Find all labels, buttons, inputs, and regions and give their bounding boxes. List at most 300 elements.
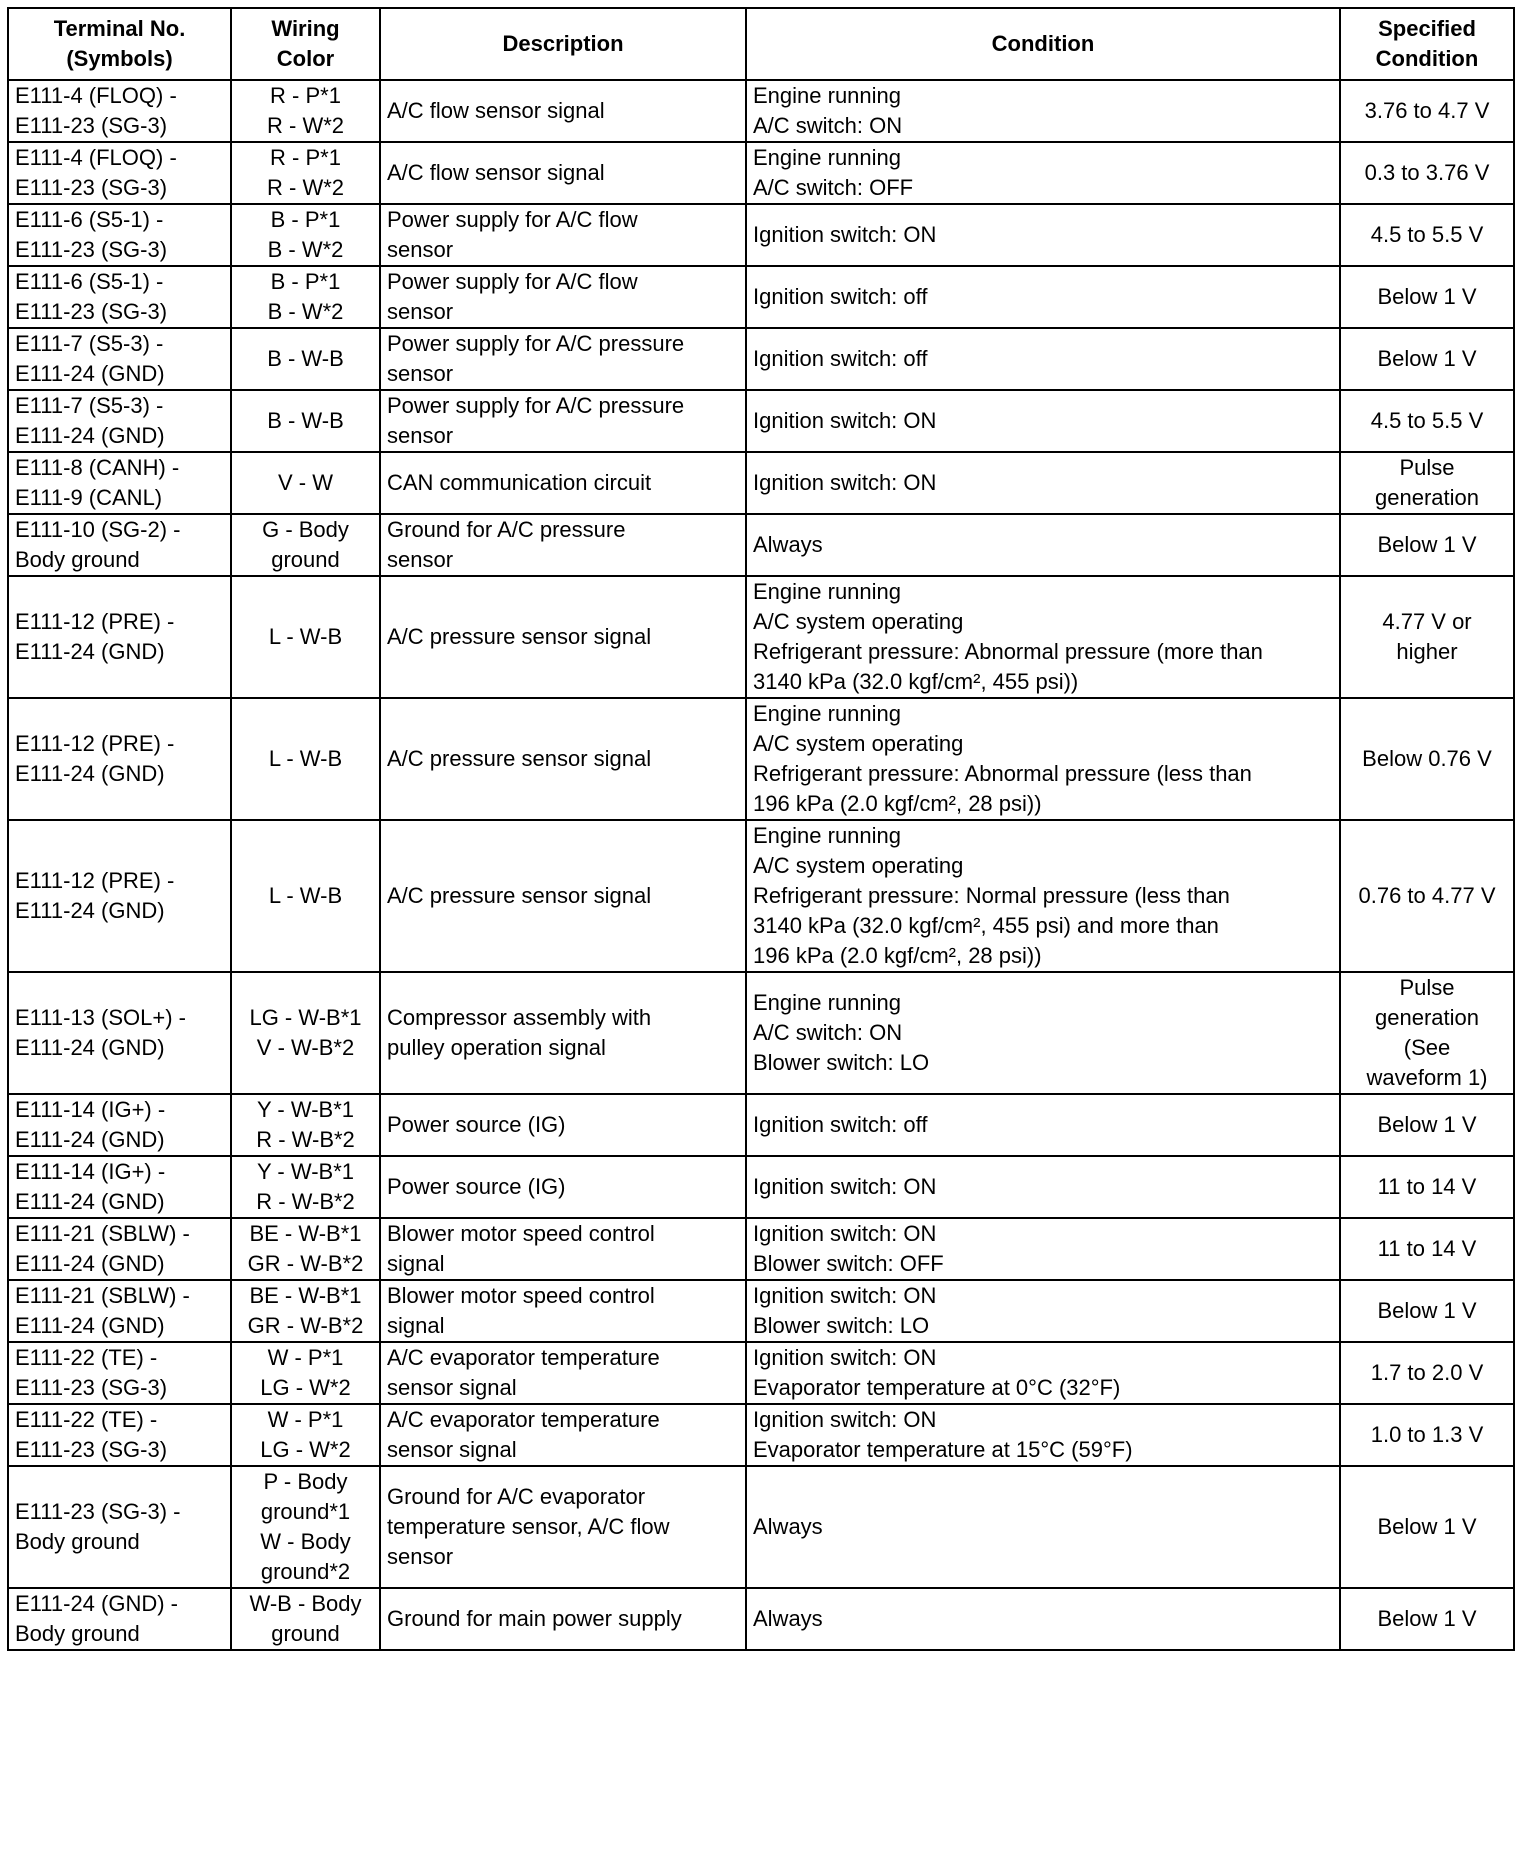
condition-cell-line: Ignition switch: ON [753,1345,937,1370]
wiring-color-cell [231,204,380,266]
description-cell-line: A/C flow sensor signal [387,160,605,185]
condition-cell [746,972,1340,1094]
wiring-color-cell-line: L - W-B [268,883,343,908]
description-cell [380,390,746,452]
condition-cell [746,266,1340,328]
description-cell-line: CAN communication circuit [387,470,652,495]
terminal-cell-line: E111-21 (SBLW) - [15,1221,190,1246]
wiring-color-cell [231,452,380,514]
table-row [8,80,1514,142]
wiring-color-cell-line: W-B - Body [249,1591,362,1616]
wiring-color-cell [231,142,380,204]
condition-cell-line: Engine running [753,823,902,848]
terminal-cell-line: E111-8 (CANH) - [15,455,180,480]
wiring-color-cell-line: LG - W*2 [260,1375,351,1400]
wiring-color-cell [231,1280,380,1342]
terminal-cell-line: E111-6 (S5-1) - [15,207,164,232]
condition-cell [746,1466,1340,1588]
description-cell-line: sensor [387,299,454,324]
specified-condition-cell [1340,390,1514,452]
description-cell-line: A/C pressure sensor signal [387,624,652,649]
condition-cell-line: Refrigerant pressure: Abnormal pressure (more than [753,639,1263,664]
table-row [8,1466,1514,1588]
table-row [8,452,1514,514]
condition-cell-line: Ignition switch: ON [753,1174,937,1199]
condition-cell-line: Ignition switch: ON [753,1407,937,1432]
description-cell-line: sensor [387,237,454,262]
wiring-color-cell-line: W - P*1 [267,1345,344,1370]
terminal-cell-line: E111-9 (CANL) [15,485,163,510]
wiring-color-cell-line: B - P*1 [270,269,341,294]
wiring-color-cell-line: B - W-B [267,408,344,433]
terminal-cell [8,266,231,328]
wiring-color-cell-line: LG - W-B*1 [249,1005,362,1030]
terminal-cell [8,1466,231,1588]
terminal-cell-line: E111-6 (S5-1) - [15,269,164,294]
terminal-cell-line: E111-24 (GND) [15,1251,165,1276]
condition-cell-line: Always [753,1514,823,1539]
description-cell-line: temperature sensor, A/C flow [387,1514,670,1539]
terminal-cell [8,1280,231,1342]
wiring-color-cell-line: GR - W-B*2 [247,1251,364,1276]
terminal-cell-line: E111-22 (TE) - [15,1345,158,1370]
condition-cell-line: Blower switch: OFF [753,1251,944,1276]
description-cell-line: A/C pressure sensor signal [387,746,652,771]
terminal-cell-line: E111-12 (PRE) - [15,731,175,756]
wiring-color-cell-line: ground*1 [260,1499,351,1524]
terminal-cell [8,452,231,514]
wiring-color-cell-line: Y - W-B*1 [257,1159,354,1184]
wiring-color-cell-line: B - W*2 [267,237,344,262]
terminal-cell [8,820,231,972]
condition-cell-line: Ignition switch: ON [753,1283,937,1308]
specified-condition-cell-line: 11 to 14 V [1377,1174,1477,1199]
condition-cell [746,328,1340,390]
condition-cell [746,80,1340,142]
table-row [8,576,1514,698]
terminal-cell-line: E111-14 (IG+) - [15,1159,166,1184]
wiring-color-cell-line: BE - W-B*1 [249,1221,362,1246]
header-terminal-line: (Symbols) [66,46,173,71]
table-row [8,390,1514,452]
description-cell [380,142,746,204]
header-wiring-line: Color [276,46,335,71]
specified-condition-cell [1340,452,1514,514]
terminal-cell-line: E111-23 (SG-3) [15,1375,168,1400]
description-cell-line: A/C evaporator temperature [387,1407,660,1432]
wiring-color-cell-line: BE - W-B*1 [249,1283,362,1308]
specified-condition-cell-line: Below 0.76 V [1362,746,1492,771]
terminal-cell [8,514,231,576]
header-specified-line: Specified [1378,16,1476,41]
condition-cell [746,576,1340,698]
description-cell-line: Power source (IG) [387,1174,566,1199]
specified-condition-cell-line: Below 1 V [1377,1298,1477,1323]
wiring-color-cell-line: R - W*2 [267,175,344,200]
specified-condition-cell [1340,698,1514,820]
specified-condition-cell [1340,972,1514,1094]
header-terminal [8,8,231,80]
terminal-cell [8,576,231,698]
table-row [8,1280,1514,1342]
condition-cell [746,1156,1340,1218]
condition-cell-line: Always [753,532,823,557]
specified-condition-cell-line: higher [1396,639,1458,664]
wiring-color-cell [231,390,380,452]
condition-cell-line: Engine running [753,83,902,108]
terminal-cell-line: E111-23 (SG-3) [15,237,168,262]
table-row [8,1404,1514,1466]
description-cell-line: Ground for main power supply [387,1606,682,1631]
description-cell-line: Blower motor speed control [387,1221,655,1246]
specified-condition-cell [1340,820,1514,972]
terminal-cell-line: E111-12 (PRE) - [15,609,175,634]
header-wiring-line: Wiring [271,16,340,41]
description-cell [380,1404,746,1466]
wiring-color-cell-line: R - W-B*2 [256,1127,355,1152]
terminal-cell-line: E111-23 (SG-3) [15,299,168,324]
header-description [380,8,746,80]
condition-cell-line: Ignition switch: ON [753,222,937,247]
description-cell-line: Power source (IG) [387,1112,566,1137]
specified-condition-cell-line: 0.3 to 3.76 V [1364,160,1490,185]
specified-condition-cell [1340,1404,1514,1466]
wiring-color-cell-line: V - W-B*2 [256,1035,355,1060]
specified-condition-cell-line: Pulse [1399,975,1455,1000]
wiring-color-cell-line: ground [271,547,340,572]
condition-cell-line: Ignition switch: off [753,284,928,309]
wiring-color-cell [231,80,380,142]
terminal-cell-line: Body ground [15,1621,140,1646]
specified-condition-cell-line: 11 to 14 V [1377,1236,1477,1261]
terminal-cell-line: E111-23 (SG-3) [15,1437,168,1462]
table-header-row [8,8,1514,80]
specified-condition-cell [1340,576,1514,698]
wiring-color-cell-line: G - Body [262,517,349,542]
header-description-line: Description [502,31,624,56]
specified-condition-cell [1340,204,1514,266]
specified-condition-cell-line: 4.5 to 5.5 V [1370,222,1484,247]
terminal-cell [8,204,231,266]
condition-cell-line: Engine running [753,579,902,604]
terminal-cell-line: E111-24 (GND) [15,1127,165,1152]
terminal-cell [8,1218,231,1280]
terminal-cell-line: E111-21 (SBLW) - [15,1283,190,1308]
wiring-color-cell [231,1342,380,1404]
description-cell [380,1342,746,1404]
wiring-color-cell-line: ground [271,1621,340,1646]
description-cell-line: Ground for A/C pressure [387,517,626,542]
condition-cell-line: 3140 kPa (32.0 kgf/cm², 455 psi)) [753,669,1079,694]
description-cell [380,328,746,390]
specified-condition-cell [1340,328,1514,390]
wiring-color-cell-line: B - P*1 [270,207,341,232]
header-specified-condition [1340,8,1514,80]
specified-condition-cell [1340,80,1514,142]
terminal-cell [8,80,231,142]
specified-condition-cell [1340,514,1514,576]
condition-cell-line: A/C switch: OFF [753,175,914,200]
description-cell-line: A/C pressure sensor signal [387,883,652,908]
specified-condition-cell [1340,1342,1514,1404]
condition-cell [746,514,1340,576]
terminal-cell-line: E111-12 (PRE) - [15,868,175,893]
description-cell-line: sensor [387,547,454,572]
condition-cell [746,1218,1340,1280]
specified-condition-cell [1340,266,1514,328]
specified-condition-cell-line: Below 1 V [1377,284,1477,309]
wiring-color-cell [231,1094,380,1156]
description-cell [380,266,746,328]
specified-condition-cell [1340,1588,1514,1650]
terminal-cell-line: E111-23 (SG-3) [15,175,168,200]
terminal-cell [8,142,231,204]
wiring-color-cell [231,266,380,328]
table-row [8,1218,1514,1280]
description-cell-line: sensor signal [387,1375,517,1400]
terminal-cell-line: E111-23 (SG-3) [15,113,168,138]
description-cell-line: Power supply for A/C flow [387,269,638,294]
condition-cell-line: A/C switch: ON [753,113,903,138]
wiring-color-cell [231,1466,380,1588]
specified-condition-cell-line: generation [1375,485,1479,510]
terminal-cell [8,972,231,1094]
terminal-cell-line: E111-24 (GND) [15,1189,165,1214]
condition-cell-line: Ignition switch: ON [753,408,937,433]
table-row [8,820,1514,972]
condition-cell-line: Ignition switch: ON [753,470,937,495]
specified-condition-cell-line: Below 1 V [1377,532,1477,557]
terminal-cell [8,1156,231,1218]
terminal-cell [8,1342,231,1404]
description-cell-line: Power supply for A/C flow [387,207,638,232]
specified-condition-cell-line: Below 1 V [1377,346,1477,371]
wiring-color-cell-line: L - W-B [268,746,343,771]
table-row [8,698,1514,820]
description-cell [380,80,746,142]
terminal-cell [8,328,231,390]
specified-condition-cell-line: Below 1 V [1377,1514,1477,1539]
terminal-cell-line: E111-22 (TE) - [15,1407,158,1432]
header-terminal-line: Terminal No. [53,16,186,41]
description-cell [380,972,746,1094]
specified-condition-cell [1340,1094,1514,1156]
terminal-cell [8,1404,231,1466]
wiring-color-cell-line: R - W*2 [267,113,344,138]
description-cell-line: A/C evaporator temperature [387,1345,660,1370]
wiring-color-cell [231,328,380,390]
description-cell-line: sensor signal [387,1437,517,1462]
specified-condition-cell [1340,1466,1514,1588]
wiring-color-cell [231,972,380,1094]
specified-condition-cell-line: waveform 1) [1366,1065,1488,1090]
condition-cell [746,1404,1340,1466]
condition-cell [746,142,1340,204]
wiring-color-cell-line: V - W [278,470,333,495]
condition-cell-line: 196 kPa (2.0 kgf/cm², 28 psi)) [753,791,1042,816]
header-condition-line: Condition [991,31,1095,56]
specified-condition-cell [1340,1280,1514,1342]
condition-cell [746,1342,1340,1404]
condition-cell [746,390,1340,452]
wiring-color-cell [231,1404,380,1466]
terminal-cell-line: E111-10 (SG-2) - [15,517,181,542]
wiring-color-cell-line: B - W-B [267,346,344,371]
specified-condition-cell-line: Pulse [1399,455,1455,480]
wiring-color-cell-line: ground*2 [260,1559,351,1584]
condition-cell-line: A/C system operating [753,731,964,756]
table-row [8,972,1514,1094]
description-cell [380,1588,746,1650]
specified-condition-cell [1340,142,1514,204]
condition-cell-line: Ignition switch: off [753,1112,928,1137]
wiring-color-cell-line: W - P*1 [267,1407,344,1432]
condition-cell-line: Engine running [753,990,902,1015]
condition-cell-line: A/C system operating [753,853,964,878]
terminal-cell-line: E111-24 (GND) [15,1035,165,1060]
table-body [8,80,1514,1650]
terminal-cell-line: E111-13 (SOL+) - [15,1005,186,1030]
description-cell-line: Blower motor speed control [387,1283,655,1308]
condition-cell-line: Ignition switch: off [753,346,928,371]
wiring-color-cell [231,514,380,576]
table-row [8,204,1514,266]
terminal-cell-line: E111-24 (GND) [15,898,165,923]
specified-condition-cell [1340,1218,1514,1280]
specified-condition-cell-line: 4.77 V or [1382,609,1472,634]
table-row [8,328,1514,390]
table-row [8,1156,1514,1218]
description-cell-line: Power supply for A/C pressure [387,393,685,418]
condition-cell-line: Blower switch: LO [753,1050,930,1075]
terminal-cell [8,1094,231,1156]
description-cell-line: signal [387,1251,445,1276]
terminal-cell-line: E111-24 (GND) [15,761,165,786]
condition-cell-line: Engine running [753,145,902,170]
description-cell [380,452,746,514]
header-specified-line: Condition [1375,46,1479,71]
terminal-cell-line: E111-7 (S5-3) - [15,393,164,418]
description-cell-line: Power supply for A/C pressure [387,331,685,356]
condition-cell-line: Refrigerant pressure: Abnormal pressure (less than [753,761,1252,786]
wiring-color-cell-line: B - W*2 [267,299,344,324]
wiring-color-cell-line: GR - W-B*2 [247,1313,364,1338]
condition-cell-line: 196 kPa (2.0 kgf/cm², 28 psi)) [753,943,1042,968]
description-cell [380,1280,746,1342]
description-cell-line: sensor [387,1544,454,1569]
wiring-color-cell-line: Y - W-B*1 [257,1097,354,1122]
specified-condition-cell-line: Below 1 V [1377,1606,1477,1631]
description-cell [380,576,746,698]
condition-cell-line: 3140 kPa (32.0 kgf/cm², 455 psi) and more than [753,913,1219,938]
condition-cell-line: A/C switch: ON [753,1020,903,1045]
terminal-cell [8,698,231,820]
wiring-color-cell-line: W - Body [260,1529,351,1554]
terminal-cell-line: E111-14 (IG+) - [15,1097,166,1122]
condition-cell [746,820,1340,972]
wiring-color-cell-line: R - P*1 [270,145,341,170]
condition-cell-line: Engine running [753,701,902,726]
wiring-color-cell-line: P - Body [263,1469,348,1494]
specified-condition-cell-line: Below 1 V [1377,1112,1477,1137]
wiring-color-cell [231,1588,380,1650]
condition-cell-line: Always [753,1606,823,1631]
description-cell [380,1218,746,1280]
condition-cell-line: Refrigerant pressure: Normal pressure (less than [753,883,1230,908]
description-cell [380,1156,746,1218]
header-condition [746,8,1340,80]
table-row [8,266,1514,328]
terminal-cell-line: E111-7 (S5-3) - [15,331,164,356]
description-cell-line: Ground for A/C evaporator [387,1484,646,1509]
condition-cell [746,452,1340,514]
wiring-color-cell-line: L - W-B [268,624,343,649]
terminal-cell-line: E111-24 (GND) [15,423,165,448]
terminal-cell [8,1588,231,1650]
description-cell [380,204,746,266]
description-cell [380,698,746,820]
table-row [8,514,1514,576]
terminal-cell-line: E111-23 (SG-3) - [15,1499,181,1524]
table-row [8,1588,1514,1650]
description-cell [380,1466,746,1588]
description-cell [380,1094,746,1156]
description-cell-line: pulley operation signal [387,1035,606,1060]
terminal-cell-line: Body ground [15,1529,140,1554]
description-cell-line: sensor [387,423,454,448]
table-row [8,1094,1514,1156]
condition-cell-line: Evaporator temperature at 15°C (59°F) [753,1437,1133,1462]
condition-cell [746,1588,1340,1650]
condition-cell-line: Blower switch: LO [753,1313,930,1338]
description-cell [380,514,746,576]
table-row [8,142,1514,204]
specified-condition-cell-line: 0.76 to 4.77 V [1358,883,1496,908]
terminal-cell-line: E111-4 (FLOQ) - [15,145,177,170]
wiring-color-cell-line: R - P*1 [270,83,341,108]
description-cell [380,820,746,972]
header-wiring-color [231,8,380,80]
specified-condition-cell-line: 3.76 to 4.7 V [1364,98,1490,123]
condition-cell [746,698,1340,820]
condition-cell-line: Ignition switch: ON [753,1221,937,1246]
terminal-cell-line: E111-24 (GND) [15,361,165,386]
wiring-color-cell [231,820,380,972]
terminal-cell [8,390,231,452]
condition-cell [746,1280,1340,1342]
terminal-cell-line: Body ground [15,547,140,572]
condition-cell [746,204,1340,266]
condition-cell-line: Evaporator temperature at 0°C (32°F) [753,1375,1121,1400]
wiring-color-cell-line: LG - W*2 [260,1437,351,1462]
condition-cell-line: A/C system operating [753,609,964,634]
description-cell-line: sensor [387,361,454,386]
specified-condition-cell [1340,1156,1514,1218]
specified-condition-cell-line: 4.5 to 5.5 V [1370,408,1484,433]
terminal-cell-line: E111-24 (GND) - [15,1591,179,1616]
description-cell-line: A/C flow sensor signal [387,98,605,123]
terminal-cell-line: E111-4 (FLOQ) - [15,83,177,108]
specified-condition-cell-line: (See [1403,1035,1451,1060]
wiring-color-cell [231,576,380,698]
terminal-cell-line: E111-24 (GND) [15,639,165,664]
wiring-color-cell-line: R - W-B*2 [256,1189,355,1214]
description-cell-line: signal [387,1313,445,1338]
specified-condition-cell-line: generation [1375,1005,1479,1030]
wiring-color-cell [231,698,380,820]
table-row [8,1342,1514,1404]
terminal-cell-line: E111-24 (GND) [15,1313,165,1338]
